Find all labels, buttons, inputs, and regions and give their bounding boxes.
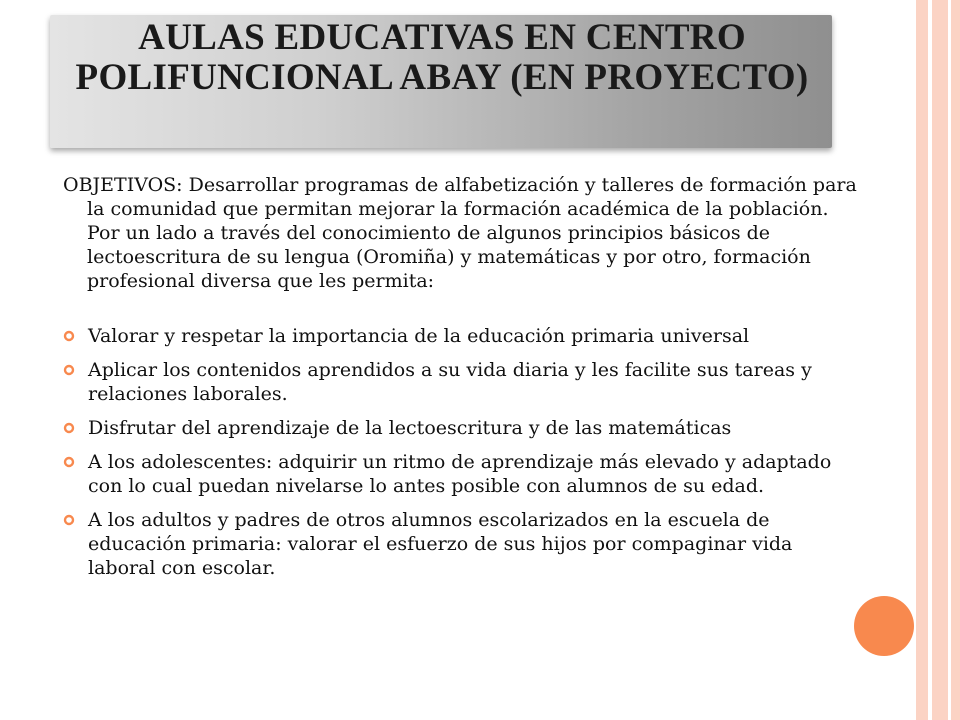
circle-bullet-icon xyxy=(63,422,75,434)
list-item xyxy=(63,324,833,348)
bullet-text: Disfrutar del aprendizaje de la lectoescritura y de las matemáticas xyxy=(88,417,732,439)
bullet-text: A los adolescentes: adquirir un ritmo de aprendizaje más elevado y adaptado con lo cual puedan nivelarse lo antes posible con alumnos de su edad. xyxy=(88,451,832,497)
bullet-text: Aplicar los contenidos aprendidos a su vida diaria y les facilite sus tareas y relaciones laborales. xyxy=(88,359,812,405)
list-item xyxy=(63,416,833,440)
bullet-list xyxy=(63,324,833,590)
objectives-paragraph: OBJETIVOS: Desarrollar programas de alfabetización y talleres de formación para la comunidad que permitan mejorar la formación académica de la población. Por un lado a través del conocimiento de algunos principios básicos de lectoescritura de su lengua (Oromiña) y matemáticas y por otro, formación profesional diversa que les permita: xyxy=(63,174,857,292)
list-item xyxy=(63,450,833,498)
circle-bullet-icon xyxy=(63,364,75,376)
circle-bullet-icon xyxy=(63,514,75,526)
decorative-stripe xyxy=(932,0,948,720)
decorative-stripe xyxy=(951,0,960,720)
circle-bullet-icon xyxy=(63,330,75,342)
bullet-text: A los adultos y padres de otros alumnos escolarizados en la escuela de educación primaria: valorar el esfuerzo de sus hijos por compaginar vida laboral con escolar. xyxy=(88,509,793,579)
circle-bullet-icon xyxy=(63,456,75,468)
decorative-stripe xyxy=(916,0,928,720)
bullet-text: Valorar y respetar la importancia de la educación primaria universal xyxy=(88,325,750,347)
list-item xyxy=(63,508,833,580)
decorative-circle xyxy=(854,596,914,656)
list-item xyxy=(63,358,833,406)
slide-title: AULAS EDUCATIVAS EN CENTRO POLIFUNCIONAL ABAY (EN PROYECTO) xyxy=(75,17,809,98)
